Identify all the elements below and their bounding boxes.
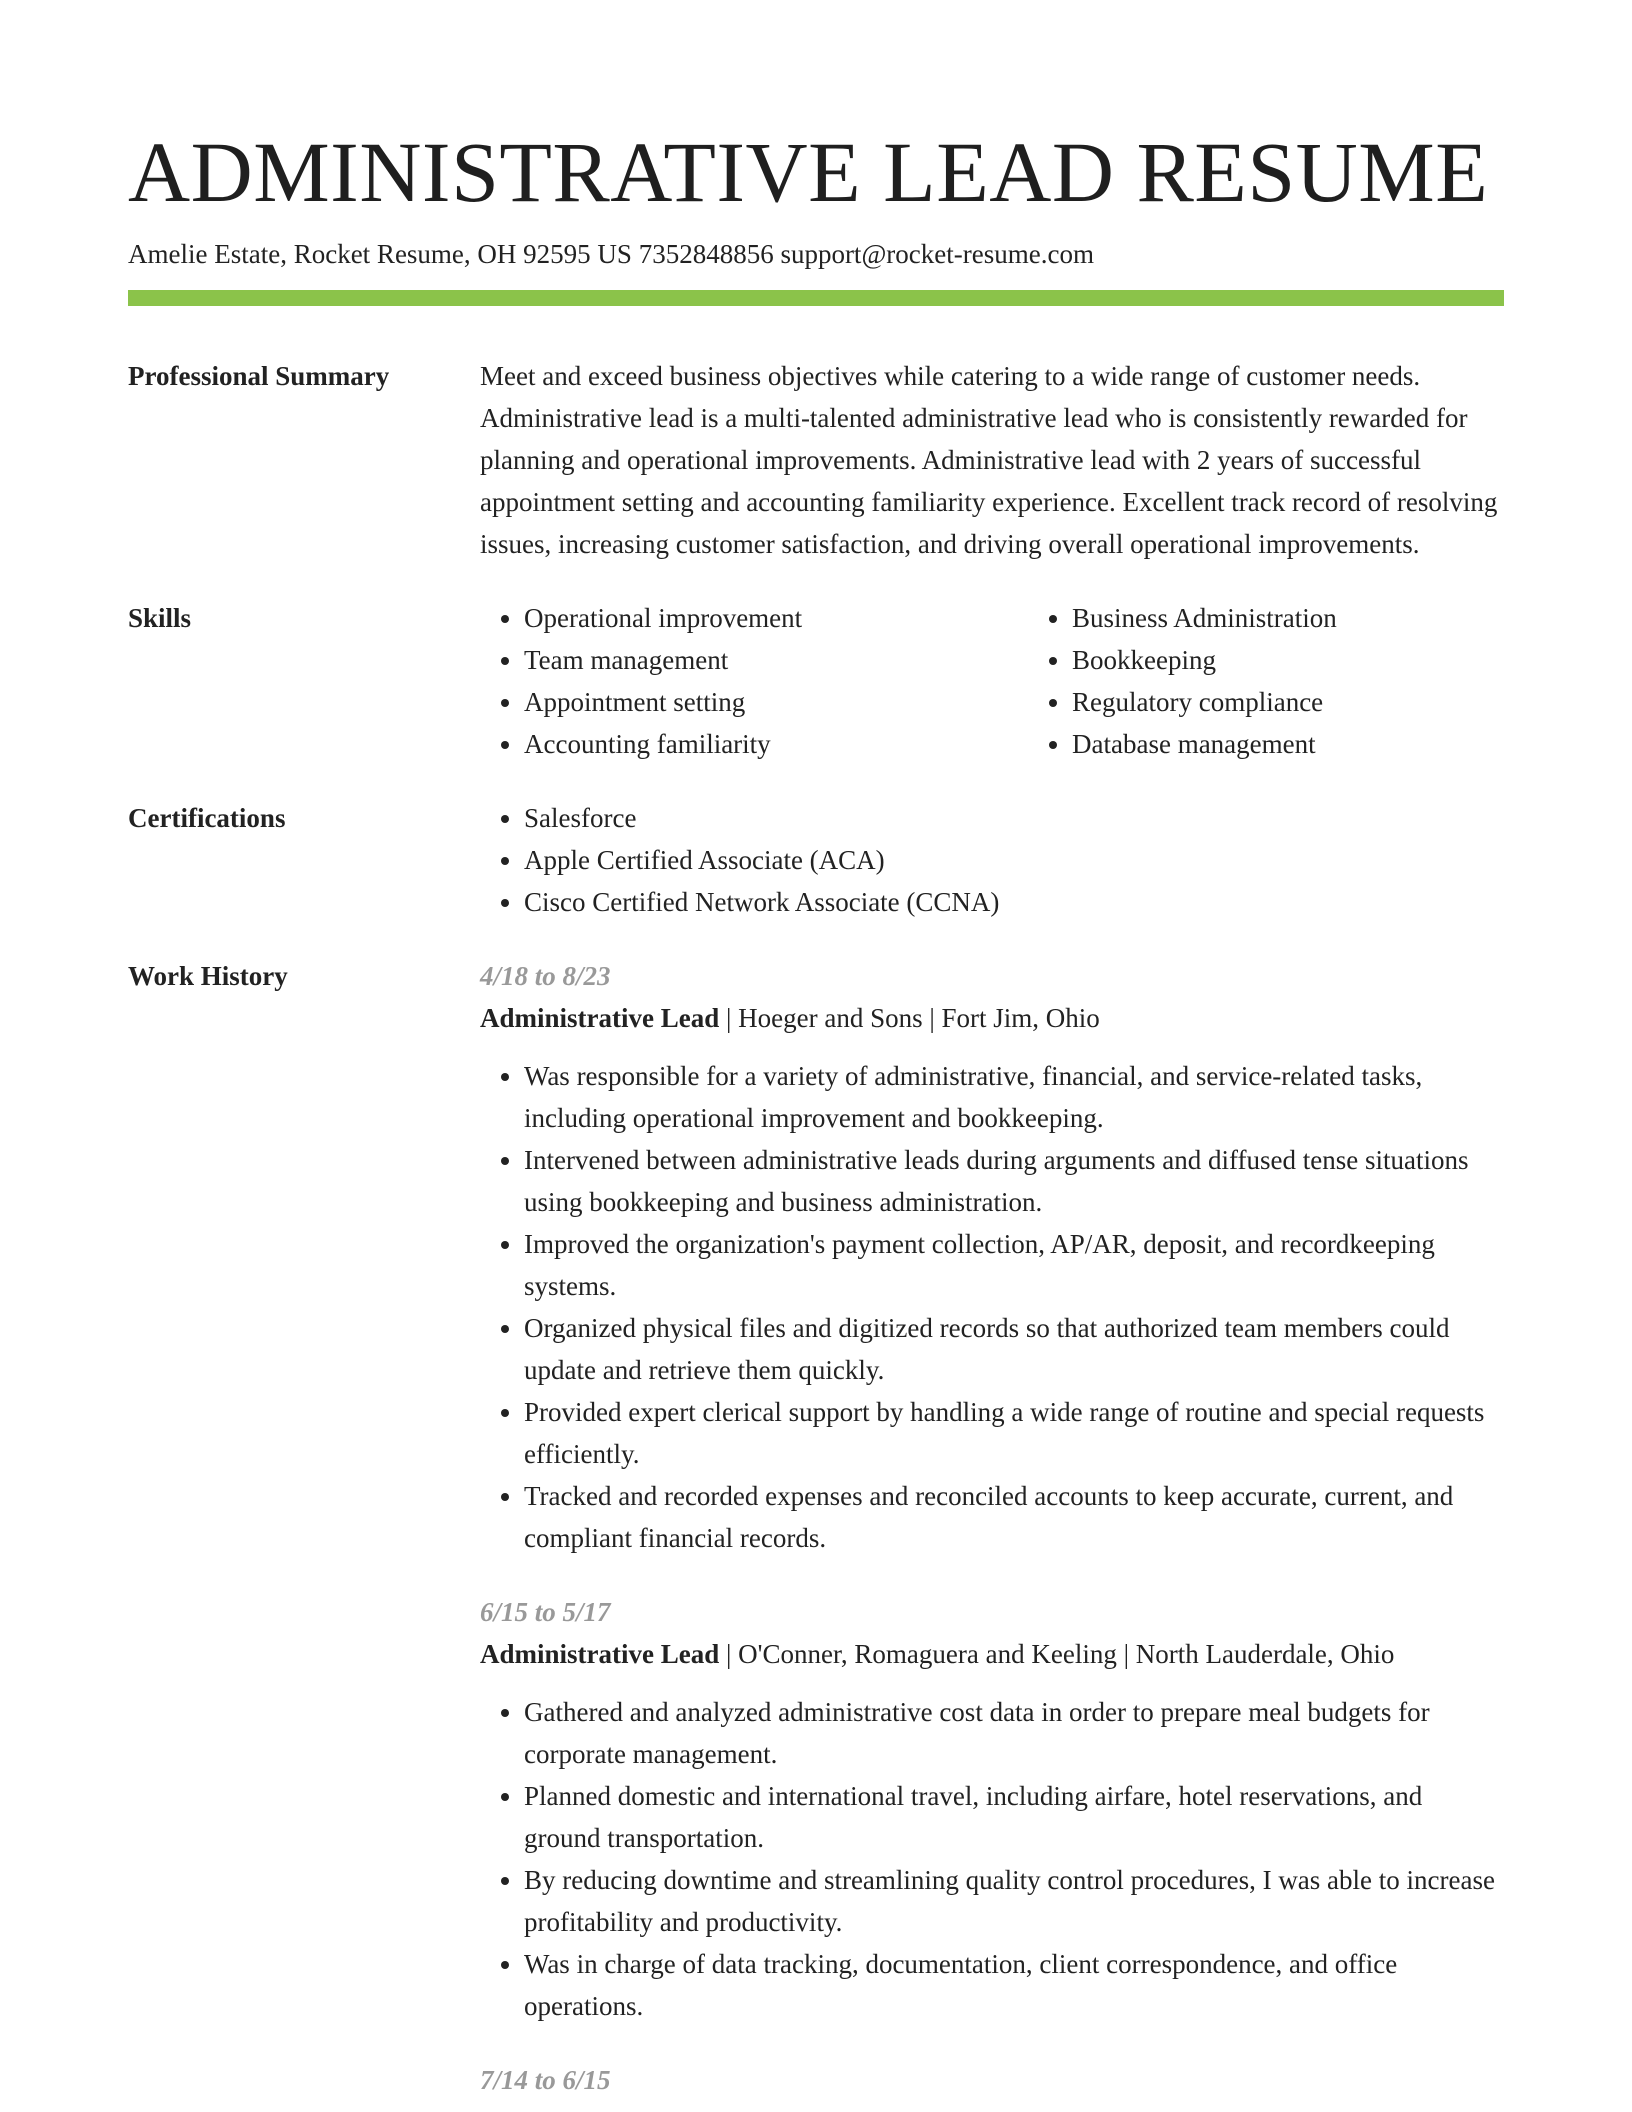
skill-item: • Regulatory compliance: [1072, 681, 1504, 723]
skill-item: • Team management: [524, 639, 1028, 681]
contact-address: Rocket Resume, OH 92595 US: [293, 239, 632, 269]
skill-item: • Database management: [1072, 723, 1504, 765]
summary-text: Meet and exceed business objectives while catering to a wide range of customer needs. Administrative lead is a multi-talented administrative lead who is consistently rewarded for planning and operational improvements. Administrative lead with 2 years of successful appointment setting and accounting familiarity experience. Excellent track record of resolving issues, increasing customer satisfaction, and driving overall operational improvements.: [480, 361, 1498, 559]
section-label-work-history: Work History: [128, 961, 288, 991]
job-heading: Administrative Lead | Hoeger and Sons | Fort Jim, Ohio: [480, 1003, 1100, 1033]
job-bullet: • Organized physical files and digitized records so that authorized team members could update and retrieve them quickly.: [524, 1307, 1504, 1391]
job-location: North Lauderdale, Ohio: [1135, 1639, 1395, 1669]
job-bullet-list: [480, 1055, 1504, 1559]
job-dates: 4/18 to 8/23: [480, 961, 611, 991]
contact-email: support@rocket-resume.com: [780, 239, 1094, 269]
certifications-section: [128, 797, 1504, 923]
section-label-skills: Skills: [128, 603, 192, 633]
job-bullet: • Provided expert clerical support by handling a wide range of routine and special requests efficiently.: [524, 1391, 1504, 1475]
section-label-certifications: Certifications: [128, 803, 286, 833]
contact-name: Amelie Estate,: [128, 239, 287, 269]
skill-item: • Operational improvement: [524, 597, 1028, 639]
resume-title: ADMINISTRATIVE LEAD RESUME: [128, 124, 1489, 220]
job-bullet: • Planned domestic and international travel, including airfare, hotel reservations, and ground transportation.: [524, 1775, 1504, 1859]
section-label-summary: Professional Summary: [128, 361, 390, 391]
job-bullet-list: [480, 1691, 1504, 2027]
skill-item: • Business Administration: [1072, 597, 1504, 639]
skill-item: • Accounting familiarity: [524, 723, 1028, 765]
job-bullet: • Tracked and recorded expenses and reconciled accounts to keep accurate, current, and compliant financial records.: [524, 1475, 1504, 1559]
skill-item: • Bookkeeping: [1072, 639, 1504, 681]
contact-line: [128, 236, 1504, 272]
job-heading: Administrative Lead | O'Conner, Romaguera and Keeling | North Lauderdale, Ohio: [480, 1639, 1395, 1669]
certification-item: • Salesforce: [524, 797, 1504, 839]
job-bullet: • Intervened between administrative leads during arguments and diffused tense situations using bookkeeping and business administration.: [524, 1139, 1504, 1223]
skills-list-right: [1028, 597, 1504, 765]
job-dates: 7/14 to 6/15: [480, 2065, 611, 2095]
contact-phone: 7352848856: [638, 239, 774, 269]
job-entry: [480, 1591, 1504, 2027]
job-bullet: • By reducing downtime and streamlining quality control procedures, I was able to increase profitability and productivity.: [524, 1859, 1504, 1943]
certifications-body: [480, 797, 1504, 923]
resume-page: [128, 118, 1504, 2101]
work-history-section: [128, 955, 1504, 2101]
skills-list-left: [480, 597, 1028, 765]
job-entry: [480, 2059, 1504, 2101]
work-history-body: [480, 955, 1504, 2101]
job-role: Administrative Lead: [480, 1639, 720, 1669]
skill-item: • Appointment setting: [524, 681, 1028, 723]
job-dates: 6/15 to 5/17: [480, 1597, 611, 1627]
skills-section: [128, 597, 1504, 765]
job-bullet: • Was in charge of data tracking, documentation, client correspondence, and office operations.: [524, 1943, 1504, 2027]
job-role: Administrative Lead: [480, 1003, 720, 1033]
job-entry: [480, 955, 1504, 1559]
job-bullet: • Was responsible for a variety of administrative, financial, and service-related tasks, including operational improvement and bookkeeping.: [524, 1055, 1504, 1139]
certification-item: • Cisco Certified Network Associate (CCNA): [524, 881, 1504, 923]
job-company: O'Conner, Romaguera and Keeling: [738, 1639, 1117, 1669]
skills-grid: [480, 597, 1504, 765]
job-company: Hoeger and Sons: [738, 1003, 923, 1033]
summary-section: [128, 355, 1504, 565]
job-bullet: • Improved the organization's payment collection, AP/AR, deposit, and recordkeeping systems.: [524, 1223, 1504, 1307]
job-location: Fort Jim, Ohio: [941, 1003, 1100, 1033]
job-bullet: • Gathered and analyzed administrative cost data in order to prepare meal budgets for corporate management.: [524, 1691, 1504, 1775]
header-divider: [128, 290, 1504, 306]
certifications-list: [480, 797, 1504, 923]
certification-item: • Apple Certified Associate (ACA): [524, 839, 1504, 881]
